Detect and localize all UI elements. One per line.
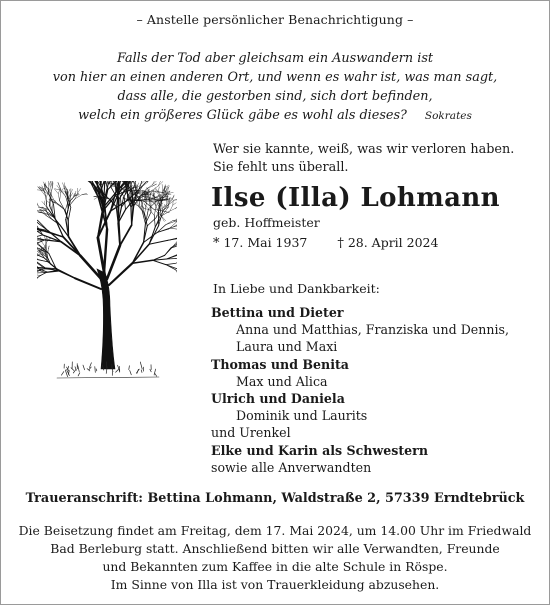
birth-date: 17. Mai 1937: [223, 235, 308, 250]
mourners-list: [211, 304, 509, 476]
quote-line: Falls der Tod aber gleichsam ein Auswandern ist: [116, 51, 434, 66]
sokrates-quote: [1, 49, 549, 126]
quote-line: welch ein größeres Glück gäbe es wohl als dieses?: [78, 108, 407, 123]
mourner-group: Elke und Karin als Schwestern: [211, 442, 428, 458]
clothing-note: Im Sinne von Illa ist von Trauerkleidung abzusehen.: [110, 577, 440, 592]
mourner-line: Dominik und Laurits: [236, 408, 368, 424]
funeral-line: Bad Berleburg statt. Anschließend bitten wir alle Verwandten, Freunde: [50, 541, 500, 556]
mourner-group: Ulrich und Daniela: [211, 391, 345, 407]
quote-line: von hier an einen anderen Ort, und wenn es wahr ist, was man sagt,: [52, 70, 498, 85]
death-date: 28. April 2024: [347, 235, 439, 250]
mourner-line: sowie alle Anverwandten: [211, 459, 372, 475]
mourning-address: Traueranschrift: Bettina Lohmann, Waldstraße 2, 57339 Erndtebrück: [25, 491, 525, 506]
motto-line: Sie fehlt uns überall.: [213, 160, 349, 175]
funeral-line: Die Beisetzung findet am Freitag, dem 17. Mai 2024, um 14.00 Uhr im Friedwald: [18, 523, 532, 538]
mourner-group: Bettina und Dieter: [211, 305, 344, 320]
deceased-name: Ilse (Illa) Lohmann: [211, 183, 500, 213]
motto: [213, 141, 514, 177]
mourner-line: und Urenkel: [211, 425, 291, 441]
quote-line-last: [1, 106, 549, 126]
life-dates: [213, 235, 438, 251]
funeral-line: und Bekannten zum Kaffee in die alte Schule in Röspe.: [102, 559, 448, 574]
mourner-line: Max und Alica: [236, 373, 328, 389]
motto-line: Wer sie kannte, weiß, was wir verloren haben.: [213, 142, 515, 157]
dedication: In Liebe und Dankbarkeit:: [213, 281, 380, 296]
mourner-line: Anna und Matthias, Franziska und Dennis,: [236, 322, 509, 338]
funeral-info: [1, 522, 549, 576]
born-name: geb. Hoffmeister: [213, 215, 320, 230]
notice-header: – Anstelle persönlicher Benachrichtigung –: [136, 12, 414, 27]
mourner-group: Thomas und Benita: [211, 356, 349, 372]
tree-illustration: [37, 181, 177, 391]
birth-symbol: *: [213, 236, 220, 251]
mourner-line: Laura und Maxi: [236, 339, 338, 355]
quote-author: Sokrates: [424, 110, 472, 122]
death-symbol: †: [337, 236, 344, 251]
quote-line: dass alle, die gestorben sind, sich dort befinden,: [117, 89, 433, 104]
